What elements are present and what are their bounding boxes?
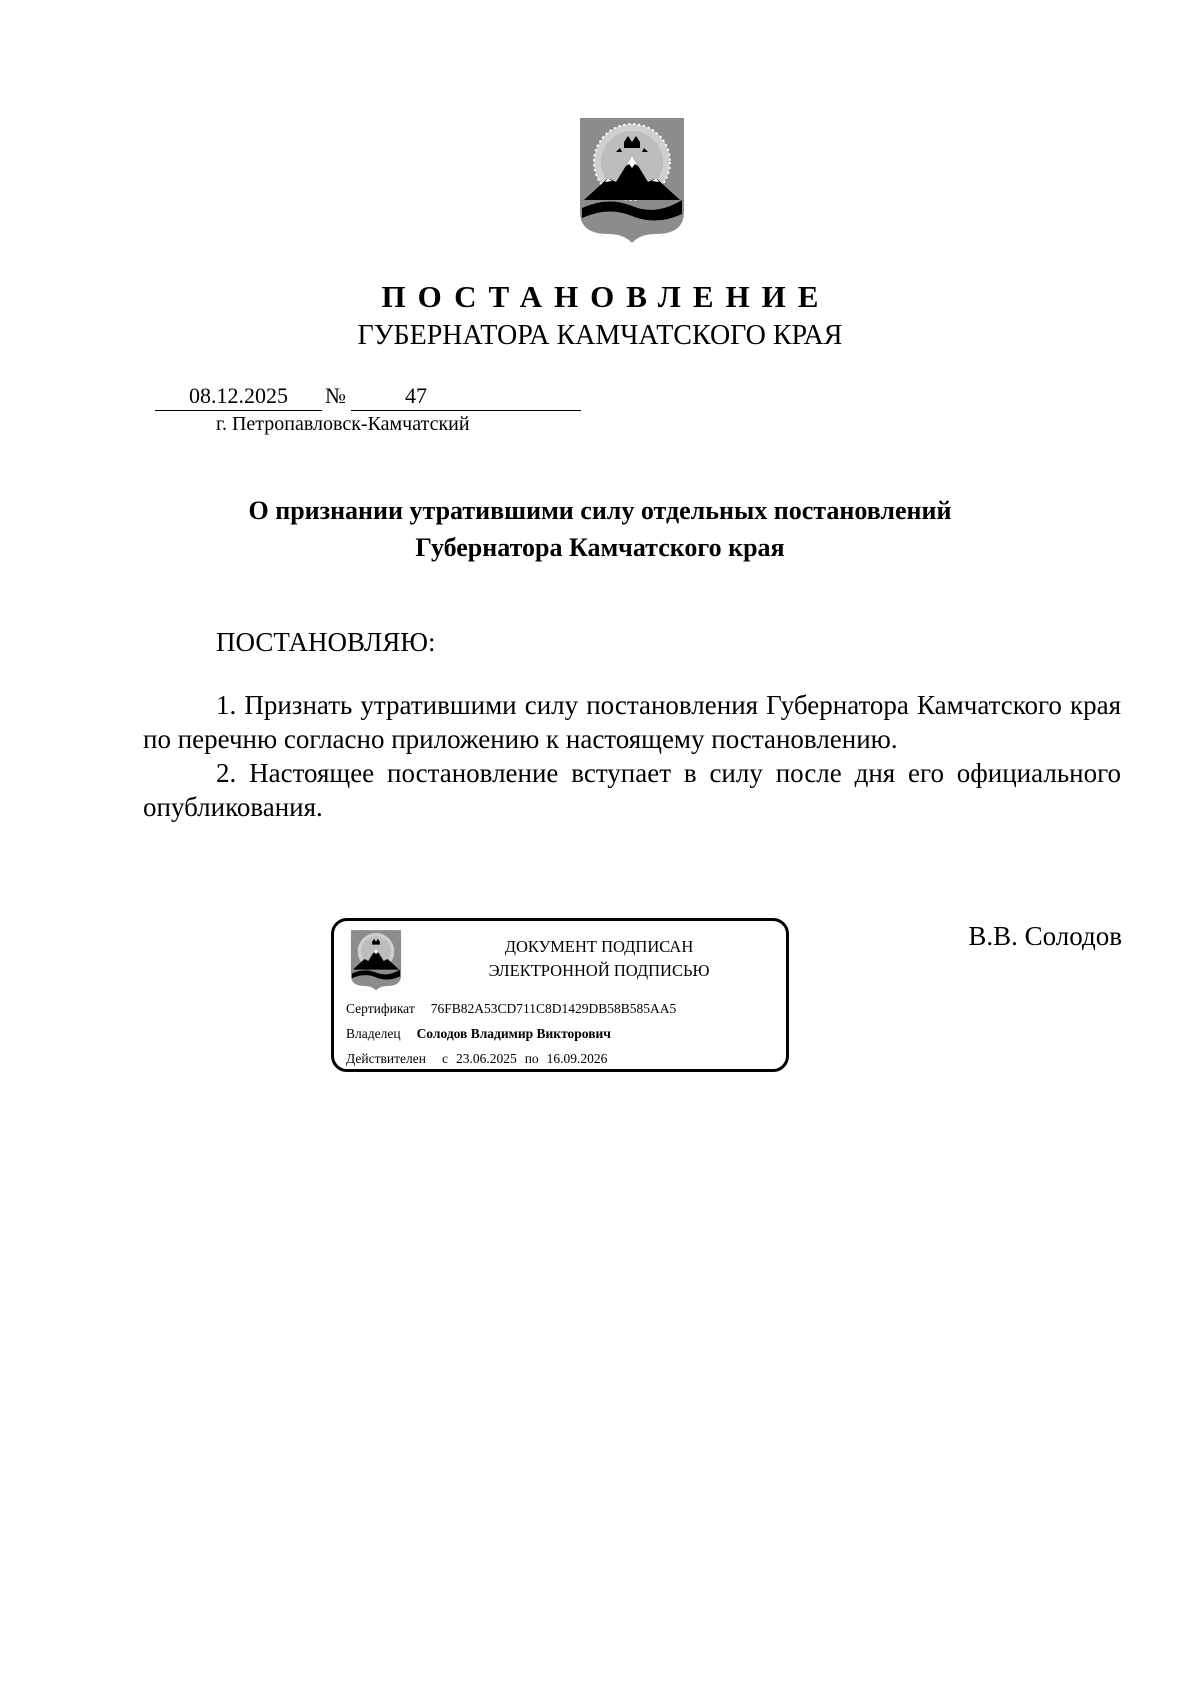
stamp-heading-line-1: ДОКУМЕНТ ПОДПИСАН — [504, 937, 694, 956]
body-text — [143, 688, 1121, 824]
issuer-title: ГУБЕРНАТОРА КАМЧАТСКОГО КРАЯ — [357, 320, 843, 351]
stamp-heading — [444, 935, 754, 983]
document-number-field — [351, 383, 581, 411]
valid-to-prefix: по — [524, 1051, 539, 1066]
electronic-signature-stamp — [331, 918, 789, 1072]
document-number: 47 — [405, 383, 427, 408]
document-subject — [0, 492, 1200, 566]
coat-of-arms-icon — [578, 116, 686, 244]
signer-name: В.В. Солодов — [968, 921, 1122, 951]
document-date: 08.12.2025 — [155, 383, 322, 411]
city: г. Петропавловск-Камчатский — [216, 413, 470, 435]
certificate-row — [346, 1000, 676, 1018]
number-label: № — [325, 383, 346, 408]
valid-label: Действителен — [346, 1051, 426, 1066]
stamp-heading-line-2: ЭЛЕКТРОННОЙ ПОДПИСЬЮ — [488, 961, 710, 980]
paragraph-1: 1. Признать утратившими силу постановления Губернатора Камчатского края по перечню согласно приложению к настоящему постановлению. — [143, 690, 1121, 754]
subject-line-1: О признании утратившими силу отдельных постановлений — [248, 496, 952, 525]
paragraph-2: 2. Настоящее постановление вступает в силу после дня его официального опубликования. — [143, 758, 1121, 822]
valid-from: 23.06.2025 — [455, 1051, 517, 1066]
valid-from-prefix: с — [441, 1051, 448, 1066]
valid-to: 16.09.2026 — [546, 1051, 608, 1066]
stamp-coat-of-arms-icon — [350, 929, 402, 991]
subject-line-2: Губернатора Камчатского края — [415, 533, 785, 562]
validity-row — [346, 1050, 607, 1068]
certificate-value: 76FB82A53CD711C8D1429DB58B585AA5 — [430, 1001, 677, 1016]
owner-row — [346, 1025, 611, 1043]
document-type: ПОСТАНОВЛЕНИЕ — [381, 279, 831, 314]
decree-word: ПОСТАНОВЛЯЮ: — [216, 627, 436, 657]
owner-label: Владелец — [346, 1026, 401, 1041]
owner-value: Солодов Владимир Викторович — [416, 1026, 611, 1041]
certificate-label: Сертификат — [346, 1001, 415, 1016]
